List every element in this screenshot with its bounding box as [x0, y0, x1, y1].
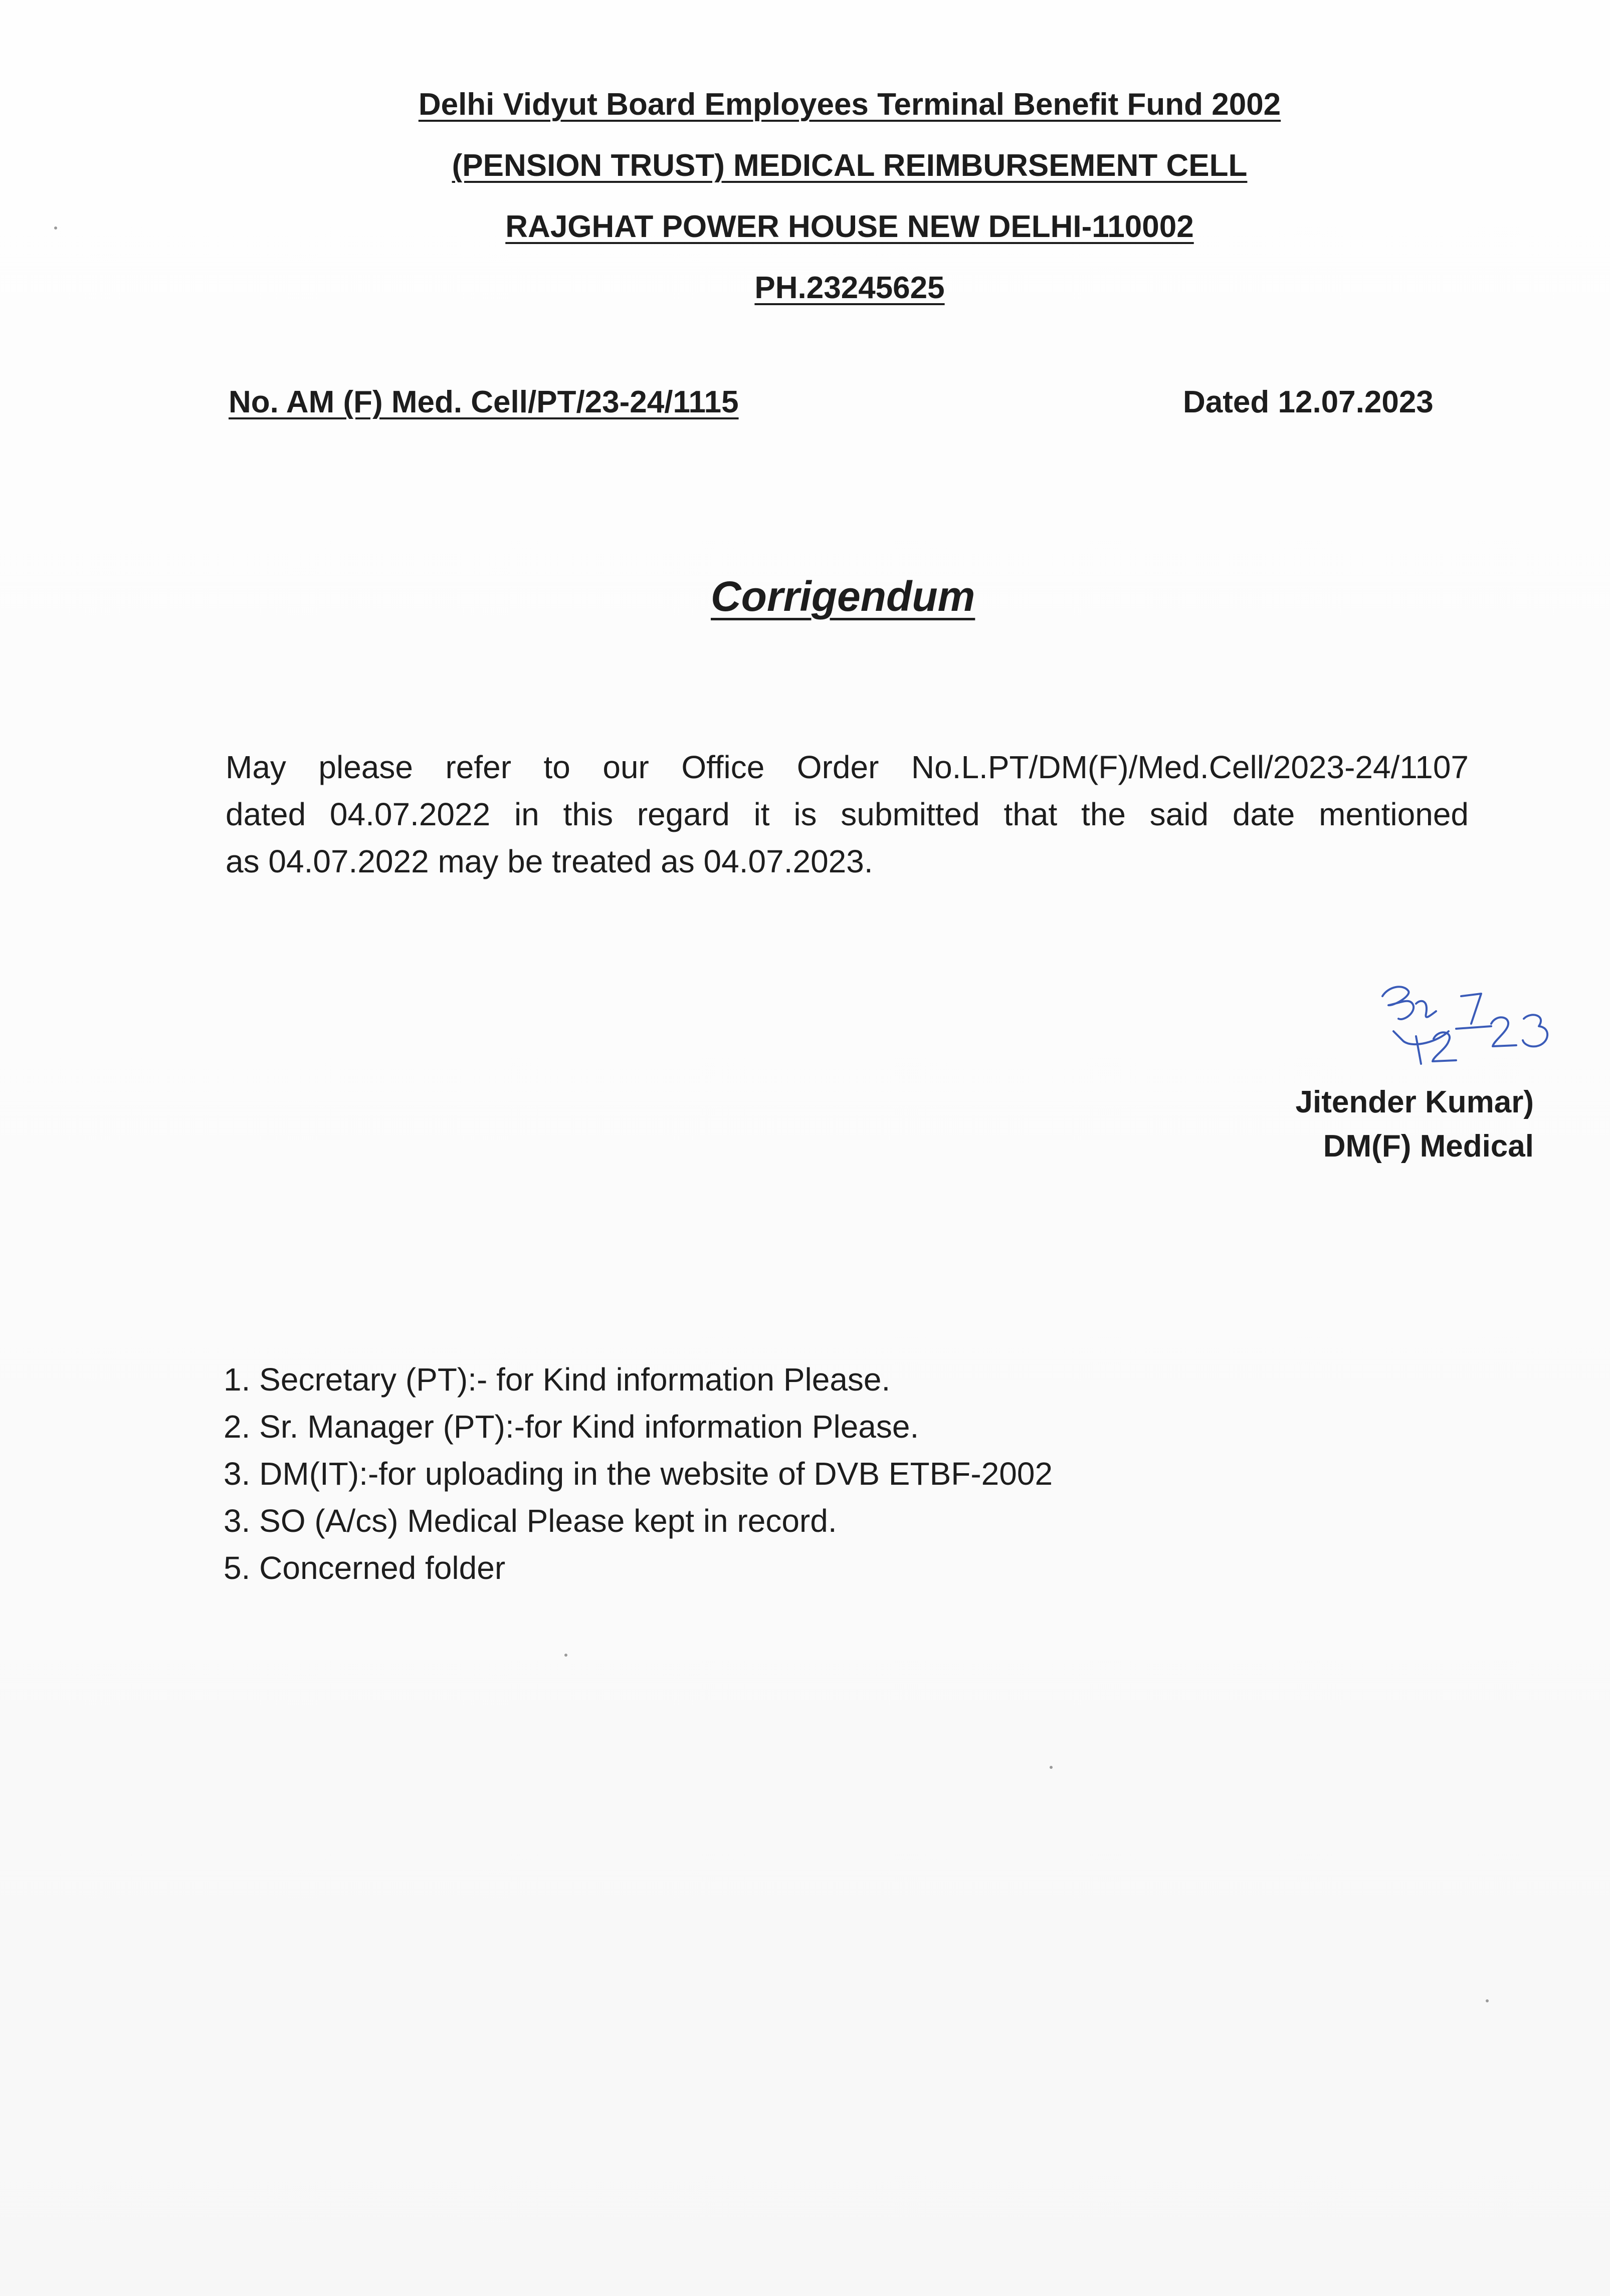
letterhead-cell-name: (PENSION TRUST) MEDICAL REIMBURSEMENT CELL: [452, 148, 1248, 183]
letterhead-org-name: Delhi Vidyut Board Employees Terminal Benefit Fund 2002: [418, 87, 1281, 122]
document-title: Corrigendum: [711, 573, 975, 620]
signatory-name: Jitender Kumar): [1295, 1085, 1534, 1119]
list-item: 3. DM(IT):-for uploading in the website of DVB ETBF-2002: [224, 1456, 1053, 1492]
body-line-3: as 04.07.2022 may be treated as 04.07.2023.: [226, 843, 873, 879]
body-paragraph: [226, 744, 1469, 885]
letterhead-phone: PH.23245625: [754, 271, 945, 305]
letterhead: [0, 89, 1610, 334]
list-item: 1. Secretary (PT):- for Kind information Please.: [224, 1361, 891, 1398]
scan-speck: [564, 1654, 567, 1657]
list-item: 2. Sr. Manager (PT):-for Kind information Please.: [224, 1409, 919, 1445]
list-item: 3. SO (A/cs) Medical Please kept in record.: [224, 1503, 837, 1539]
scan-speck: [54, 226, 57, 229]
signatory-designation: DM(F) Medical: [1323, 1129, 1534, 1164]
reference-number: No. AM (F) Med. Cell/PT/23-24/1115: [229, 385, 739, 419]
signatory-block: [1268, 1080, 1534, 1169]
list-item: 5. Concerned folder: [224, 1550, 506, 1586]
handwritten-signature: [1373, 976, 1584, 1066]
letterhead-address: RAJGHAT POWER HOUSE NEW DELHI-110002: [505, 209, 1194, 244]
document-date: Dated 12.07.2023: [1183, 385, 1434, 419]
scan-speck: [1050, 1766, 1053, 1769]
distribution-list: [224, 1356, 1053, 1591]
scan-speck: [1486, 1999, 1489, 2002]
body-line-2: dated 04.07.2022 in this regard it is submitted that the said date mentioned: [226, 796, 1469, 832]
body-line-1: May please refer to our Office Order No.L.PT/DM(F)/Med.Cell/2023-24/1107: [226, 749, 1469, 785]
